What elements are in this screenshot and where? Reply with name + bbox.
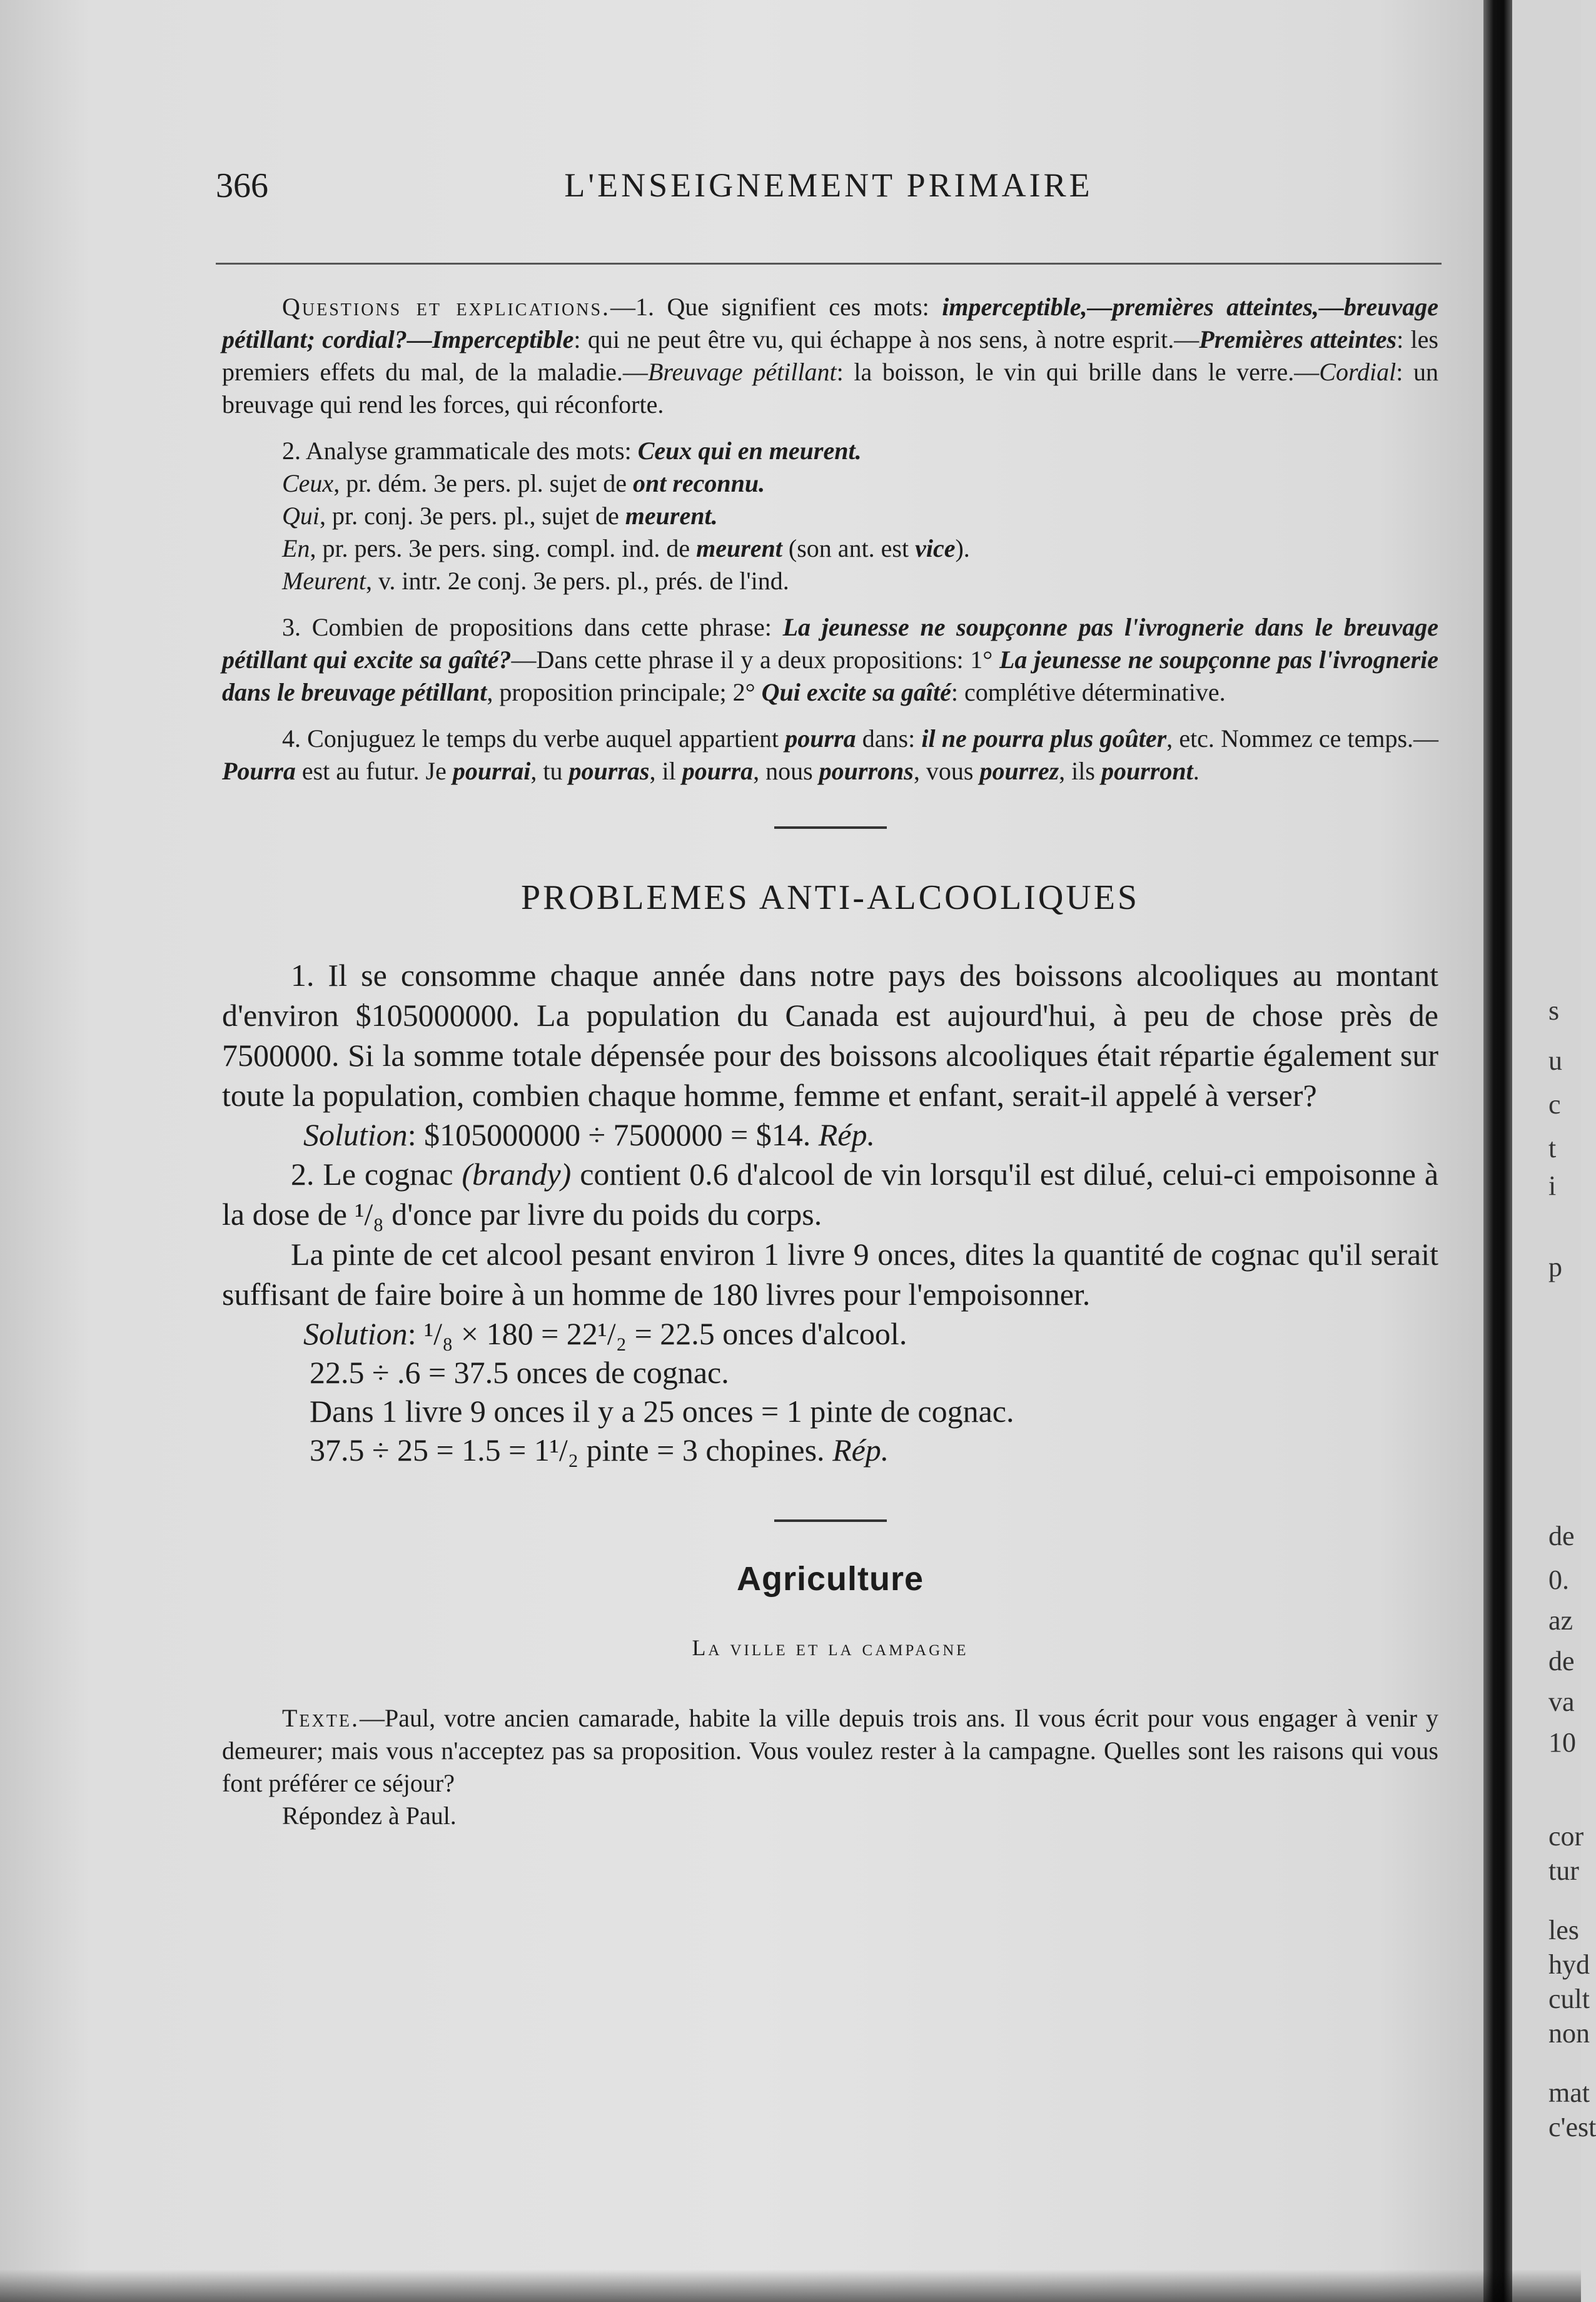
problems-title: PROBLEMES ANTI-ALCOOLIQUES [520, 878, 1140, 917]
margin-fragment: va [1548, 1686, 1575, 1717]
agriculture-title: Agriculture [736, 1560, 924, 1598]
margin-fragment: mat [1548, 2077, 1590, 2108]
margin-fragment: tur [1548, 1855, 1579, 1886]
margin-fragment: de [1548, 1646, 1575, 1676]
agriculture-subtitle: La ville et la campagne [692, 1635, 969, 1660]
agriculture-reply: Répondez à Paul. [282, 1802, 457, 1830]
problem-2-solution-line-3: Dans 1 livre 9 onces il y a 25 onces = 1 pinte de cognac. [310, 1394, 1014, 1429]
margin-fragment: hyd [1548, 1949, 1590, 1980]
bottom-shadow [0, 2269, 1581, 2302]
margin-fragment: c'est [1548, 2112, 1596, 2142]
problem-2-question: La pinte de cet alcool pesant environ 1 livre 9 onces, dites la quantité de cognac qu'il serait suffisant de faire boire à un homme de 180 livres pour l'empoisonner. [222, 1237, 1438, 1312]
margin-fragment: cor [1548, 1821, 1584, 1852]
margin-fragment: s [1548, 995, 1560, 1026]
margin-fragment: cult [1548, 1984, 1590, 2014]
margin-fragment: non [1548, 2018, 1590, 2049]
question-3: 3. Combien de propositions dans cette phrase: La jeunesse ne soupçonne pas l'ivrognerie dans le breuvage pétillant qui excite sa gaîté?—Dans cette phrase il y a deux propositions: 1° La jeunesse ne soupçonne pas l'ivrognerie dans le breuvage pétillant, proposition principale; 2° Qui excite sa gaîté: complétive déterminative. [222, 613, 1439, 706]
margin-fragment: de [1548, 1521, 1575, 1551]
margin-fragment: les [1548, 1915, 1579, 1945]
book-gutter [1483, 0, 1512, 2302]
header-rule [216, 263, 1442, 265]
problem-2: 2. Le cognac (brandy) contient 0.6 d'alcool de vin lorsqu'il est dilué, celui-ci empoisonne à la dose de ¹/₈ d'once par livre du poids du corps. [222, 1157, 1439, 1232]
margin-fragment: 10 [1548, 1727, 1576, 1758]
problem-2-solution-line-4: 37.5 ÷ 25 = 1.5 = 1¹/₂ pinte = 3 chopines. Rép. [310, 1432, 889, 1468]
problem-2-solution-line-1: Solution: ¹/₈ × 180 = 22¹/₂ = 22.5 onces d'alcool. [303, 1316, 907, 1351]
page-body [222, 291, 1438, 1832]
margin-fragment: t [1548, 1133, 1557, 1164]
section-separator [774, 826, 887, 829]
question-1: Questions et explications.—1. Que signifient ces mots: imperceptible,—premières atteintes,—breuvage pétillant; cordial?—Imperceptible: qui ne peut être vu, qui échappe à nos sens, à notre esprit.—Premières atteintes: les premiers effets du mal, de la maladie.—Breuvage pétillant: la boisson, le vin qui brille dans le verre.—Cordial: un breuvage qui rend les forces, qui réconforte. [222, 293, 1438, 418]
margin-fragment: az [1548, 1605, 1573, 1636]
page-number: 366 [216, 166, 268, 205]
running-title: L'ENSEIGNEMENT PRIMAIRE [564, 166, 1093, 204]
margin-fragment: p [1548, 1252, 1562, 1282]
problem-2-solution-line-2: 22.5 ÷ .6 = 37.5 onces de cognac. [310, 1355, 729, 1390]
problem-1-solution: Solution: $105000000 ÷ 7500000 = $14. Rép. [303, 1117, 875, 1152]
problem-1: 1. Il se consomme chaque année dans notre pays des boissons alcooliques au montant d'environ $105000000. La population du Canada est aujourd'hui, à peu de chose près de 7500000. Si la somme totale dépensée pour des boissons alcooliques était répartie également sur toute la population, combien chaque homme, femme et enfant, serait-il appelé à verser? [222, 958, 1438, 1113]
question-4: 4. Conjuguez le temps du verbe auquel appartient pourra dans: il ne pourra plus goûter, etc. Nommez ce temps.—Pourra est au futur. Je pourrai, tu pourras, il pourra, nous pourrons, vous pourrez, ils pourront. [222, 724, 1439, 785]
margin-fragment: u [1548, 1045, 1562, 1076]
agriculture-texte: Texte.—Paul, votre ancien camarade, habite la ville depuis trois ans. Il vous écrit pour vous engager à venir y demeurer; mais vous n'acceptez pas sa proposition. Vous voulez rester à la campagne. Quelles sont les raisons qui vous font préférer ce séjour? [222, 1704, 1438, 1797]
questions-heading: Questions et explications. [282, 293, 611, 321]
question-2: 2. Analyse grammaticale des mots: Ceux qui en meurent. Ceux, pr. dém. 3e pers. pl. sujet de ont reconnu. Qui, pr. conj. 3e pers. pl., sujet de meurent. En, pr. pers. 3e pers. sing. compl. ind. de meurent (son ant. est vice). Meurent, v. intr. 2e conj. 3e pers. pl., prés. de l'ind. [282, 437, 970, 595]
adjacent-page-fragment [1512, 0, 1596, 2302]
margin-fragment: 0. [1548, 1564, 1569, 1595]
margin-fragment: c [1548, 1089, 1561, 1120]
page-header [216, 160, 1442, 210]
margin-fragment: i [1548, 1170, 1557, 1201]
section-separator [774, 1519, 887, 1522]
